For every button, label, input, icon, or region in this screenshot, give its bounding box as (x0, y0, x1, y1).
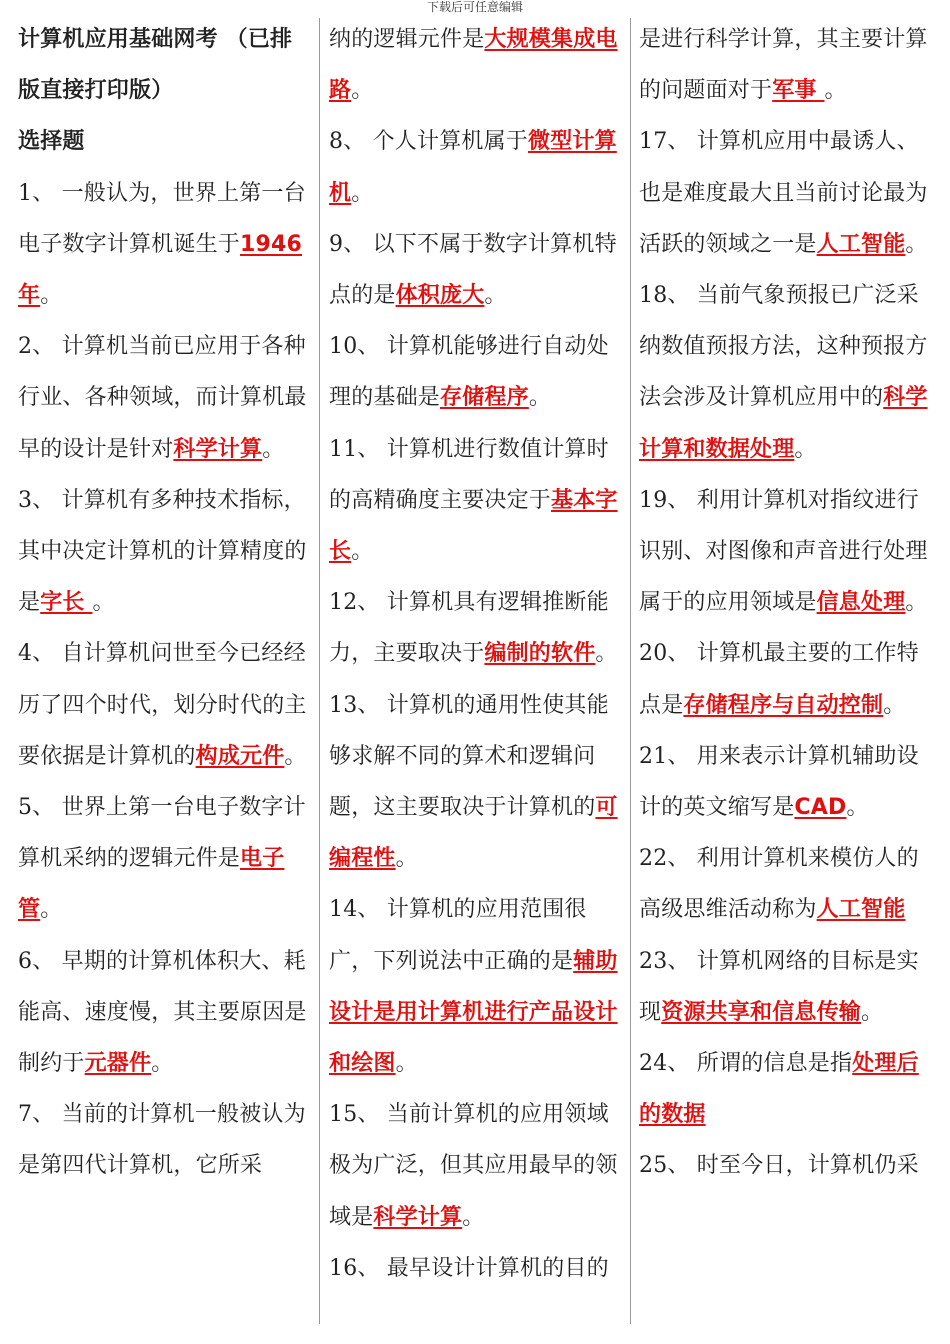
question-text: 23、 计算机网络的目标是实现 (639, 948, 919, 1025)
answer-text: 科学计算 (373, 1204, 463, 1230)
question-text: 6、 早期的计算机体积大、耗能高、速度慢，其主要原因是制约于 (18, 948, 307, 1077)
column-3 (639, 14, 931, 1192)
column-divider (319, 18, 320, 1324)
punctuation: 。 (284, 743, 307, 769)
question-item (639, 833, 931, 935)
question-item (639, 1140, 931, 1191)
answer-text: 构成元件 (195, 743, 285, 769)
question-item (329, 1089, 625, 1243)
punctuation: 。 (824, 78, 847, 104)
answer-text: 人工智能 (816, 897, 906, 923)
question-item (18, 475, 310, 629)
question-item (639, 1038, 931, 1140)
punctuation: 。 (395, 1051, 418, 1077)
answer-text: 基本字长 (329, 487, 618, 565)
question-text: 25、 时至今日，计算机仍采 (639, 1153, 919, 1179)
question-item (639, 628, 931, 730)
punctuation: 。 (794, 436, 817, 462)
question-item (329, 1243, 625, 1294)
page-header: 下载后可任意编辑 (426, 0, 523, 14)
column-divider (630, 18, 631, 1324)
column-2 (329, 14, 625, 1294)
question-text: 1、 一般认为，世界上第一台电子数字计算机诞生于 (18, 180, 306, 257)
punctuation: 。 (905, 231, 928, 257)
question-item (329, 14, 625, 116)
question-item (329, 321, 625, 423)
answer-text: 资源共享和信息传输 (661, 999, 862, 1025)
punctuation: 。 (262, 436, 285, 462)
answer-text: 可编程性 (329, 795, 618, 872)
question-text: 9、 以下不属于数字计算机特点的是 (329, 231, 617, 309)
heading: 选择题 (18, 129, 85, 155)
question-text: 21、 用来表示计算机辅助设计的英文缩写是 (639, 743, 919, 821)
heading: 计算机应用基础网考 （已排版直接打印版） (18, 27, 293, 104)
question-text: 19、 利用计算机对指纹进行识别、对图像和声音进行处理属于的应用领域是 (639, 487, 928, 616)
answer-text: 存储程序与自动控制 (683, 692, 884, 718)
question-text: 17、 计算机应用中最诱人、也是难度最大且当前讨论最为活跃的领域之一是 (639, 129, 928, 257)
punctuation: 。 (595, 641, 618, 667)
question-item (639, 936, 931, 1038)
punctuation: 。 (905, 590, 928, 616)
question-text: 2、 计算机当前已应用于各种行业、各种领域，而计算机最早的设计是针对 (18, 334, 307, 462)
question-item (18, 1089, 310, 1191)
punctuation: 。 (40, 283, 63, 309)
answer-text: CAD (794, 795, 847, 821)
answer-text: 存储程序 (440, 385, 529, 411)
answer-text: 体积庞大 (395, 283, 485, 309)
question-text: 24、 所谓的信息是指 (639, 1051, 853, 1077)
answer-text: 大规模集成电路 (329, 27, 618, 104)
column-1 (18, 14, 310, 1192)
answer-text: 科学计算和数据处理 (639, 385, 928, 462)
answer-text: 辅助设计是用计算机进行产品设计和绘图 (329, 948, 618, 1077)
question-text: 14、 计算机的应用范围很广，下列说法中正确的是 (329, 897, 587, 974)
punctuation: 。 (484, 283, 507, 309)
question-text: 15、 当前计算机的应用领域极为广泛，但其应用最早的领域是 (329, 1102, 618, 1230)
answer-text: 字长 (40, 590, 93, 616)
punctuation: 。 (151, 1051, 174, 1077)
question-item (18, 628, 310, 782)
question-text: 20、 计算机最主要的工作特点是 (639, 641, 919, 718)
answer-text: 人工智能 (816, 231, 906, 257)
punctuation: 。 (351, 180, 374, 206)
question-item (329, 424, 625, 578)
question-text: 16、 最早设计计算机的目的 (329, 1255, 609, 1281)
answer-text: 军事 (772, 78, 825, 104)
answer-text: 编制的软件 (484, 641, 596, 667)
punctuation: 。 (883, 692, 906, 718)
question-text: 18、 当前气象预报已广泛采纳数值预报方法，这种预报方法会涉及计算机应用中的 (639, 283, 928, 411)
question-item (639, 270, 931, 475)
question-item (329, 577, 625, 679)
answer-text: 电子管 (18, 846, 285, 923)
question-item (18, 936, 310, 1090)
question-item (18, 168, 310, 322)
question-text: 11、 计算机进行数值计算时的高精确度主要决定于 (329, 436, 609, 513)
punctuation: 。 (846, 795, 869, 821)
question-text: 13、 计算机的通用性使其能够求解不同的算术和逻辑问题，这主要取决于计算机的 (329, 692, 609, 821)
question-item (329, 219, 625, 321)
question-text: 12、 计算机具有逻辑推断能力，主要取决于 (329, 590, 609, 667)
question-item (639, 14, 931, 116)
answer-text: 信息处理 (816, 590, 906, 616)
question-text: 22、 利用计算机来模仿人的高级思维活动称为 (639, 846, 919, 923)
punctuation: 。 (528, 385, 552, 411)
question-text: 纳的逻辑元件是 (329, 27, 485, 52)
question-item (329, 884, 625, 1089)
answer-text: 处理后的数据 (639, 1051, 919, 1128)
punctuation: 。 (351, 539, 374, 565)
question-item (639, 116, 931, 270)
punctuation: 。 (40, 897, 63, 923)
question-text: 3、 计算机有多种技术指标，其中决定计算机的计算精度的是 (18, 487, 307, 616)
punctuation: 。 (395, 846, 418, 872)
question-text: 是进行科学计算，其主要计算的问题面对于 (639, 27, 928, 104)
question-item (18, 321, 310, 475)
question-item (329, 680, 625, 885)
question-text: 10、 计算机能够进行自动处理的基础是 (329, 334, 609, 411)
punctuation: 。 (92, 590, 115, 616)
question-text: 8、 个人计算机属于 (329, 129, 528, 155)
question-text: 4、 自计算机问世至今已经经历了四个时代，划分时代的主要依据是计算机的 (18, 641, 307, 769)
answer-text: 1946年 (18, 231, 303, 309)
punctuation: 。 (861, 999, 884, 1025)
punctuation: 。 (462, 1204, 485, 1230)
question-item (329, 116, 625, 218)
punctuation: 。 (351, 78, 374, 104)
question-item (639, 731, 931, 833)
question-text: 7、 当前的计算机一般被认为是第四代计算机，它所采 (18, 1102, 306, 1179)
question-item (639, 475, 931, 629)
answer-text: 微型计算机 (329, 129, 617, 206)
answer-text: 科学计算 (173, 436, 263, 462)
question-item (18, 782, 310, 936)
question-text: 5、 世界上第一台电子数字计算机采纳的逻辑元件是 (18, 795, 306, 872)
answer-text: 元器件 (84, 1051, 152, 1077)
